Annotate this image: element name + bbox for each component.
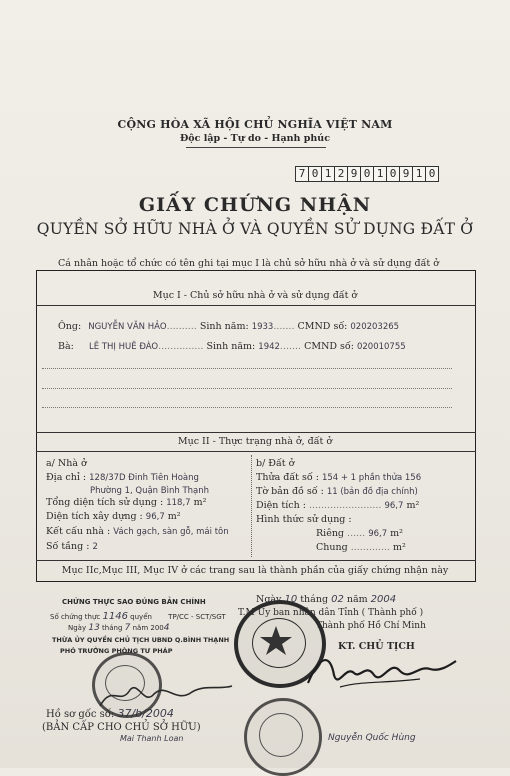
parcel-value: 154 + 1 phần thửa 156 bbox=[321, 473, 422, 483]
divider bbox=[36, 560, 476, 561]
label: tháng bbox=[102, 624, 123, 632]
private-row: Riêng ...... 96,7 m² bbox=[316, 528, 403, 539]
unit-label: m² bbox=[193, 497, 207, 508]
serial-digit: 1 bbox=[373, 166, 387, 182]
map-value: 11 (bản đồ địa chính) bbox=[326, 487, 418, 497]
certify-title: CHỨNG THỰC SAO ĐÚNG BẢN CHÍNH bbox=[62, 598, 206, 606]
certifier-name: Mai Thanh Loan bbox=[120, 734, 184, 743]
handwritten-month: 7 bbox=[124, 623, 131, 633]
structure-row bbox=[46, 526, 229, 537]
land-area-value: 96,7 bbox=[384, 501, 404, 511]
divider bbox=[36, 432, 476, 433]
build-area-row bbox=[46, 511, 181, 522]
label: TP/CC - SCT/SGT bbox=[168, 613, 226, 621]
serial-digit: 1 bbox=[412, 166, 426, 182]
copy-note: (BẢN CẤP CHO CHỦ SỞ HỮU) bbox=[42, 722, 201, 733]
section1-title: Mục I - Chủ sở hữu nhà ở và sử dụng đất ở bbox=[152, 290, 358, 301]
blank-line bbox=[42, 368, 452, 369]
issue-day: 10 bbox=[284, 594, 298, 605]
serial-digit: 0 bbox=[425, 166, 439, 182]
floors-row bbox=[46, 541, 98, 552]
owner-row: Ông: NGUYỄN VĂN HẢO.......... Sinh năm: 1933....... CMND số: 020203265 bbox=[58, 321, 400, 332]
total-area-label: Tổng diện tích sử dụng : bbox=[46, 497, 164, 508]
serial-digit: 7 bbox=[295, 166, 309, 182]
birth-label: Sinh năm: bbox=[199, 321, 249, 332]
label: năm 200 bbox=[132, 624, 164, 632]
owner-name: NGUYỄN VĂN HẢO bbox=[88, 322, 167, 332]
parcel-row bbox=[256, 472, 421, 483]
issue-year: 2004 bbox=[370, 594, 397, 605]
section2-title: Mục II - Thực trạng nhà ở, đất ở bbox=[177, 436, 333, 447]
shared-row: Chung ............. m² bbox=[316, 542, 406, 553]
id-label: CMND số: bbox=[297, 321, 348, 332]
shared-label: Chung bbox=[316, 542, 348, 553]
certifier-signature bbox=[96, 676, 236, 716]
birth-year: 1942 bbox=[258, 342, 280, 352]
structure-value: Vách gạch, sàn gỗ, mái tôn bbox=[113, 527, 229, 537]
id-number: 020010755 bbox=[356, 342, 406, 352]
id-number: 020203265 bbox=[350, 322, 400, 332]
label: năm bbox=[346, 594, 368, 605]
owner-prefix: Bà: bbox=[58, 341, 74, 352]
certify-line-2 bbox=[68, 623, 169, 633]
owner-row: Bà: LÊ THỊ HUÊ ĐÀO............... Sinh năm: 1942....... CMND số: 020010755 bbox=[58, 341, 406, 352]
footnote: Mục IIc,Mục III, Mục IV ở các trang sau là thành phần của giấy chứng nhận này bbox=[61, 565, 449, 576]
floors-value: 2 bbox=[92, 542, 98, 552]
serial-digit: 0 bbox=[386, 166, 400, 182]
parcel-label: Thửa đất số : bbox=[256, 472, 319, 483]
serial-digit: 9 bbox=[347, 166, 361, 182]
motto-underline bbox=[186, 147, 326, 148]
owner-name: LÊ THỊ HUÊ ĐÀO bbox=[89, 342, 159, 352]
unit-label: m² bbox=[406, 500, 420, 511]
land-area-row: Diện tích : ........................ 96,7 m² bbox=[256, 500, 420, 511]
label: tháng bbox=[300, 594, 329, 605]
chairman-signature bbox=[300, 645, 460, 695]
document-subtitle: QUYỀN SỞ HỮU NHÀ Ở VÀ QUYỀN SỬ DỤNG ĐẤT Ở bbox=[36, 220, 474, 238]
file-number: 37/b/2004 bbox=[117, 707, 174, 720]
unit-label: m² bbox=[390, 528, 403, 539]
serial-digit: 2 bbox=[334, 166, 348, 182]
floors-label: Số tầng : bbox=[46, 541, 90, 552]
address-label: Địa chỉ : bbox=[46, 472, 87, 483]
divider bbox=[36, 305, 476, 306]
nation-heading: CỘNG HÒA XÃ HỘI CHỦ NGHĨA VIỆT NAM bbox=[117, 118, 393, 131]
label: quyển bbox=[130, 613, 152, 621]
map-label: Tờ bản đồ số : bbox=[256, 486, 324, 497]
id-label: CMND số: bbox=[304, 341, 354, 352]
unit-label: m² bbox=[393, 542, 406, 553]
certify-line-1 bbox=[50, 611, 226, 622]
label: Số chứng thực bbox=[50, 613, 101, 621]
private-label: Riêng bbox=[316, 528, 345, 539]
certify-line-4: PHÓ TRƯỞNG PHÒNG TƯ PHÁP bbox=[60, 647, 173, 655]
motto: Độc lập - Tự do - Hạnh phúc bbox=[179, 133, 330, 144]
private-value: 96,7 bbox=[368, 529, 388, 539]
address-line-1: 128/37D Đinh Tiên Hoàng bbox=[89, 473, 199, 483]
birth-label: Sinh năm: bbox=[206, 341, 256, 352]
land-heading: b/ Đất ở bbox=[256, 458, 295, 469]
build-area-label: Diện tích xây dựng : bbox=[46, 511, 143, 522]
file-label: Hồ sơ gốc số: bbox=[46, 709, 115, 720]
serial-number bbox=[296, 166, 439, 182]
unit-label: m² bbox=[167, 511, 181, 522]
lower-seal bbox=[244, 698, 322, 776]
map-row bbox=[256, 486, 418, 497]
blank-line bbox=[42, 407, 452, 408]
handwritten-day: 13 bbox=[88, 623, 100, 633]
total-area-value: 118,7 bbox=[166, 498, 191, 508]
land-area-label: Diện tích : bbox=[256, 500, 306, 511]
handwritten-number: 1146 bbox=[102, 611, 128, 622]
structure-label: Kết cấu nhà : bbox=[46, 526, 111, 537]
issue-month: 02 bbox=[331, 594, 344, 605]
divider bbox=[36, 451, 476, 452]
serial-digit: 1 bbox=[321, 166, 335, 182]
issuer-city: Thành phố Hồ Chí Minh bbox=[316, 621, 426, 631]
owner-prefix: Ông: bbox=[58, 321, 82, 332]
serial-digit: 9 bbox=[399, 166, 413, 182]
handwritten-year: 4 bbox=[163, 623, 170, 633]
serial-digit: 0 bbox=[308, 166, 322, 182]
house-heading: a/ Nhà ở bbox=[46, 458, 87, 469]
intro-text: Cá nhân hoặc tổ chức có tên ghi tại mục I là chủ sở hữu nhà ở và sử dụng đất ở bbox=[58, 258, 439, 269]
label: Ngày bbox=[256, 594, 282, 605]
signer-title: KT. CHỦ TỊCH bbox=[338, 641, 415, 652]
signer-name: Nguyễn Quốc Hùng bbox=[328, 733, 416, 743]
house-address-row bbox=[46, 472, 199, 483]
birth-year: 1933 bbox=[251, 322, 274, 332]
use-form-label: Hình thức sử dụng : bbox=[256, 514, 352, 525]
label: Ngày bbox=[68, 624, 87, 632]
document-title: GIẤY CHỨNG NHẬN bbox=[138, 194, 372, 216]
address-line-2: Phường 1, Quận Bình Thạnh bbox=[90, 486, 210, 496]
build-area-value: 96,7 bbox=[145, 512, 165, 522]
certify-line-3: THỪA ỦY QUYỀN CHỦ TỊCH UBND Q.BÌNH THẠNH bbox=[52, 636, 230, 644]
total-area-row bbox=[46, 497, 206, 508]
blank-line bbox=[42, 388, 452, 389]
issuer-line: T.M Ủy ban nhân dân Tỉnh ( Thành phố ) bbox=[238, 608, 424, 618]
serial-digit: 0 bbox=[360, 166, 374, 182]
column-divider bbox=[251, 455, 252, 557]
